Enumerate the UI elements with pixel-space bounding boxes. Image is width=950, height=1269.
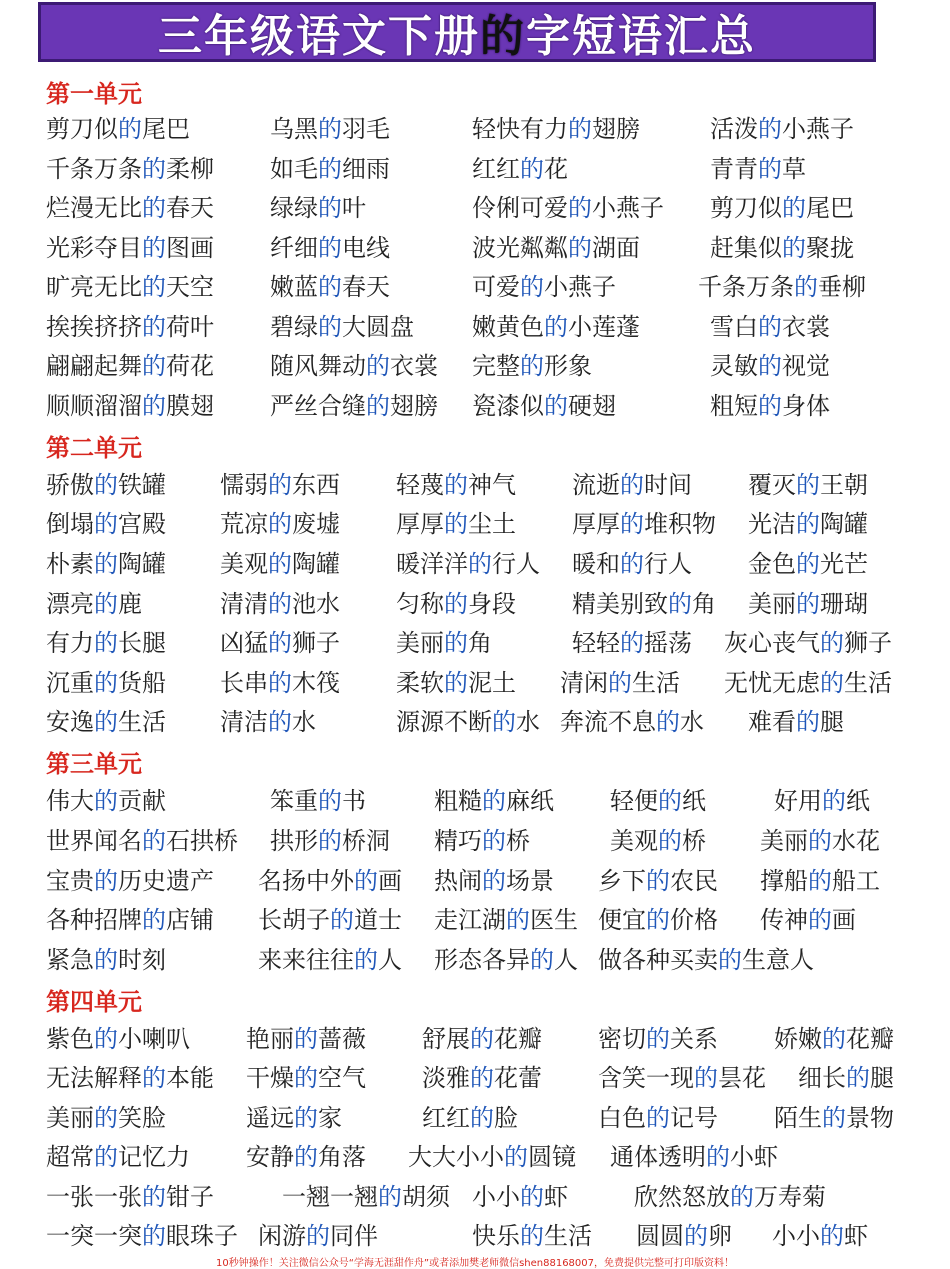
phrase: 乌黑的羽毛 <box>270 115 390 143</box>
phrase-row <box>0 1100 950 1136</box>
title-banner <box>38 2 876 62</box>
title-de: 的 <box>480 11 526 62</box>
phrase: 乡下的农民 <box>598 867 718 895</box>
phrase-row <box>0 111 950 147</box>
phrase: 碧绿的大圆盘 <box>270 313 414 341</box>
phrase-row <box>0 269 950 305</box>
phrase: 挨挨挤挤的荷叶 <box>46 313 214 341</box>
phrase: 沉重的货船 <box>46 669 166 697</box>
phrase-row <box>0 586 950 622</box>
phrase: 名扬中外的画 <box>258 867 402 895</box>
phrase: 一张一张的钳子 <box>46 1183 214 1211</box>
phrase-row <box>0 783 950 819</box>
unit-heading: 第一单元 <box>46 80 142 108</box>
phrase: 如毛的细雨 <box>270 155 390 183</box>
phrase: 可爱的小燕子 <box>472 273 616 301</box>
phrase: 光洁的陶罐 <box>748 510 868 538</box>
phrase: 好用的纸 <box>774 787 870 815</box>
phrase: 白色的记号 <box>598 1104 718 1132</box>
phrase: 奔流不息的水 <box>560 708 704 736</box>
phrase-row <box>0 942 950 978</box>
phrase: 笨重的书 <box>270 787 366 815</box>
phrase: 长胡子的道士 <box>258 906 402 934</box>
phrase: 遥远的家 <box>246 1104 342 1132</box>
unit-heading: 第三单元 <box>46 750 142 778</box>
phrase-row <box>0 1060 950 1096</box>
phrase: 灵敏的视觉 <box>710 352 830 380</box>
phrase: 世界闻名的石拱桥 <box>46 827 238 855</box>
phrase: 一翘一翘的胡须 <box>282 1183 450 1211</box>
phrase: 嫩黄色的小莲蓬 <box>472 313 640 341</box>
phrase: 千条万条的柔柳 <box>46 155 214 183</box>
unit-heading: 第四单元 <box>46 988 142 1016</box>
phrase: 长串的木筏 <box>220 669 340 697</box>
phrase: 通体透明的小虾 <box>610 1143 778 1171</box>
phrase: 骄傲的铁罐 <box>46 471 166 499</box>
phrase: 安静的角落 <box>246 1143 366 1171</box>
phrase: 大大小小的圆镜 <box>408 1143 576 1171</box>
phrase: 无忧无虑的生活 <box>724 669 892 697</box>
phrase-row <box>0 506 950 542</box>
phrase: 瓷漆似的硬翅 <box>472 392 616 420</box>
phrase: 圆圆的卵 <box>636 1222 732 1250</box>
phrase-row <box>0 309 950 345</box>
phrase: 倒塌的宫殿 <box>46 510 166 538</box>
phrase: 做各种买卖的生意人 <box>598 946 814 974</box>
phrase: 顺顺溜溜的膜翅 <box>46 392 214 420</box>
phrase: 千条万条的垂柳 <box>698 273 866 301</box>
phrase: 凶猛的狮子 <box>220 629 340 657</box>
phrase: 纤细的电线 <box>270 234 390 262</box>
title-part-2: 字短语汇总 <box>526 11 756 62</box>
phrase: 轻蔑的神气 <box>396 471 516 499</box>
phrase: 含笑一现的昙花 <box>598 1064 766 1092</box>
phrase: 陌生的景物 <box>774 1104 894 1132</box>
phrase: 小小的虾 <box>472 1183 568 1211</box>
phrase: 厚厚的尘土 <box>396 510 516 538</box>
phrase: 撑船的船工 <box>760 867 880 895</box>
phrase: 美丽的水花 <box>760 827 880 855</box>
phrase: 紧急的时刻 <box>46 946 166 974</box>
phrase: 完整的形象 <box>472 352 592 380</box>
phrase-row <box>0 348 950 384</box>
phrase: 舒展的花瓣 <box>422 1025 542 1053</box>
phrase: 清闲的生活 <box>560 669 680 697</box>
phrase: 雪白的衣裳 <box>710 313 830 341</box>
phrase: 暖洋洋的行人 <box>396 550 540 578</box>
phrase: 严丝合缝的翅膀 <box>270 392 438 420</box>
phrase: 烂漫无比的春天 <box>46 194 214 222</box>
phrase-row <box>0 230 950 266</box>
phrase-row <box>0 1218 950 1254</box>
phrase: 精美别致的角 <box>572 590 716 618</box>
phrase: 传神的画 <box>760 906 856 934</box>
phrase: 细长的腿 <box>798 1064 894 1092</box>
phrase-row <box>0 1179 950 1215</box>
phrase: 剪刀似的尾巴 <box>46 115 190 143</box>
phrase-row <box>0 625 950 661</box>
phrase: 粗短的身体 <box>710 392 830 420</box>
phrase-row <box>0 863 950 899</box>
phrase-row <box>0 190 950 226</box>
phrase: 清洁的水 <box>220 708 316 736</box>
phrase: 美丽的珊瑚 <box>748 590 868 618</box>
title-part-1: 三年级语文下册 <box>158 11 480 62</box>
phrase: 覆灭的王朝 <box>748 471 868 499</box>
phrase: 嫩蓝的春天 <box>270 273 390 301</box>
phrase: 娇嫩的花瓣 <box>774 1025 894 1053</box>
phrase-row <box>0 546 950 582</box>
phrase-row <box>0 704 950 740</box>
phrase: 匀称的身段 <box>396 590 516 618</box>
phrase-row <box>0 1021 950 1057</box>
phrase: 美观的桥 <box>610 827 706 855</box>
phrase: 荒凉的废墟 <box>220 510 340 538</box>
phrase: 欣然怒放的万寿菊 <box>634 1183 826 1211</box>
phrase: 一突一突的眼珠子 <box>46 1222 238 1250</box>
phrase-row <box>0 388 950 424</box>
phrase: 来来往往的人 <box>258 946 402 974</box>
phrase: 青青的草 <box>710 155 806 183</box>
phrase: 宝贵的历史遗产 <box>46 867 214 895</box>
phrase: 淡雅的花蕾 <box>422 1064 542 1092</box>
phrase: 轻便的纸 <box>610 787 706 815</box>
phrase: 灰心丧气的狮子 <box>724 629 892 657</box>
phrase-row <box>0 823 950 859</box>
phrase: 密切的关系 <box>598 1025 718 1053</box>
phrase: 安逸的生活 <box>46 708 166 736</box>
phrase: 剪刀似的尾巴 <box>710 194 854 222</box>
phrase: 快乐的生活 <box>472 1222 592 1250</box>
phrase: 便宜的价格 <box>598 906 718 934</box>
phrase: 金色的光芒 <box>748 550 868 578</box>
phrase: 干燥的空气 <box>246 1064 366 1092</box>
phrase: 无法解释的本能 <box>46 1064 214 1092</box>
phrase: 伶俐可爱的小燕子 <box>472 194 664 222</box>
phrase: 有力的长腿 <box>46 629 166 657</box>
phrase: 绿绿的叶 <box>270 194 366 222</box>
phrase: 流逝的时间 <box>572 471 692 499</box>
phrase: 赶集似的聚拢 <box>710 234 854 262</box>
page-title <box>158 0 756 64</box>
phrase: 美丽的角 <box>396 629 492 657</box>
phrase-row <box>0 1139 950 1175</box>
phrase: 活泼的小燕子 <box>710 115 854 143</box>
phrase: 清清的池水 <box>220 590 340 618</box>
phrase-row <box>0 151 950 187</box>
phrase-row <box>0 902 950 938</box>
unit-heading: 第二单元 <box>46 434 142 462</box>
phrase: 热闹的场景 <box>434 867 554 895</box>
phrase: 伟大的贡献 <box>46 787 166 815</box>
phrase: 懦弱的东西 <box>220 471 340 499</box>
phrase: 红红的脸 <box>422 1104 518 1132</box>
phrase: 漂亮的鹿 <box>46 590 142 618</box>
phrase: 柔软的泥土 <box>396 669 516 697</box>
phrase: 走江湖的医生 <box>434 906 578 934</box>
phrase: 旷亮无比的天空 <box>46 273 214 301</box>
phrase: 各种招牌的店铺 <box>46 906 214 934</box>
phrase: 源源不断的水 <box>396 708 540 736</box>
phrase: 粗糙的麻纸 <box>434 787 554 815</box>
phrase: 翩翩起舞的荷花 <box>46 352 214 380</box>
phrase: 美丽的笑脸 <box>46 1104 166 1132</box>
phrase: 随风舞动的衣裳 <box>270 352 438 380</box>
phrase: 形态各异的人 <box>434 946 578 974</box>
footer-note: 10秒钟操作！关注微信公众号“学海无涯甜作舟”或者添加樊老师微信shen88168007，免费提供完整可打印版资料！ <box>215 1258 735 1269</box>
phrase: 精巧的桥 <box>434 827 530 855</box>
phrase: 波光粼粼的湖面 <box>472 234 640 262</box>
phrase: 光彩夺目的图画 <box>46 234 214 262</box>
phrase: 厚厚的堆积物 <box>572 510 716 538</box>
phrase: 红红的花 <box>472 155 568 183</box>
phrase: 超常的记忆力 <box>46 1143 190 1171</box>
phrase: 拱形的桥洞 <box>270 827 390 855</box>
phrase: 美观的陶罐 <box>220 550 340 578</box>
phrase: 轻轻的摇荡 <box>572 629 692 657</box>
phrase: 暖和的行人 <box>572 550 692 578</box>
phrase: 轻快有力的翅膀 <box>472 115 640 143</box>
phrase: 难看的腿 <box>748 708 844 736</box>
phrase-row <box>0 467 950 503</box>
phrase: 小小的虾 <box>772 1222 868 1250</box>
phrase: 闲游的同伴 <box>258 1222 378 1250</box>
phrase: 艳丽的蔷薇 <box>246 1025 366 1053</box>
phrase-row <box>0 665 950 701</box>
phrase: 紫色的小喇叭 <box>46 1025 190 1053</box>
phrase: 朴素的陶罐 <box>46 550 166 578</box>
